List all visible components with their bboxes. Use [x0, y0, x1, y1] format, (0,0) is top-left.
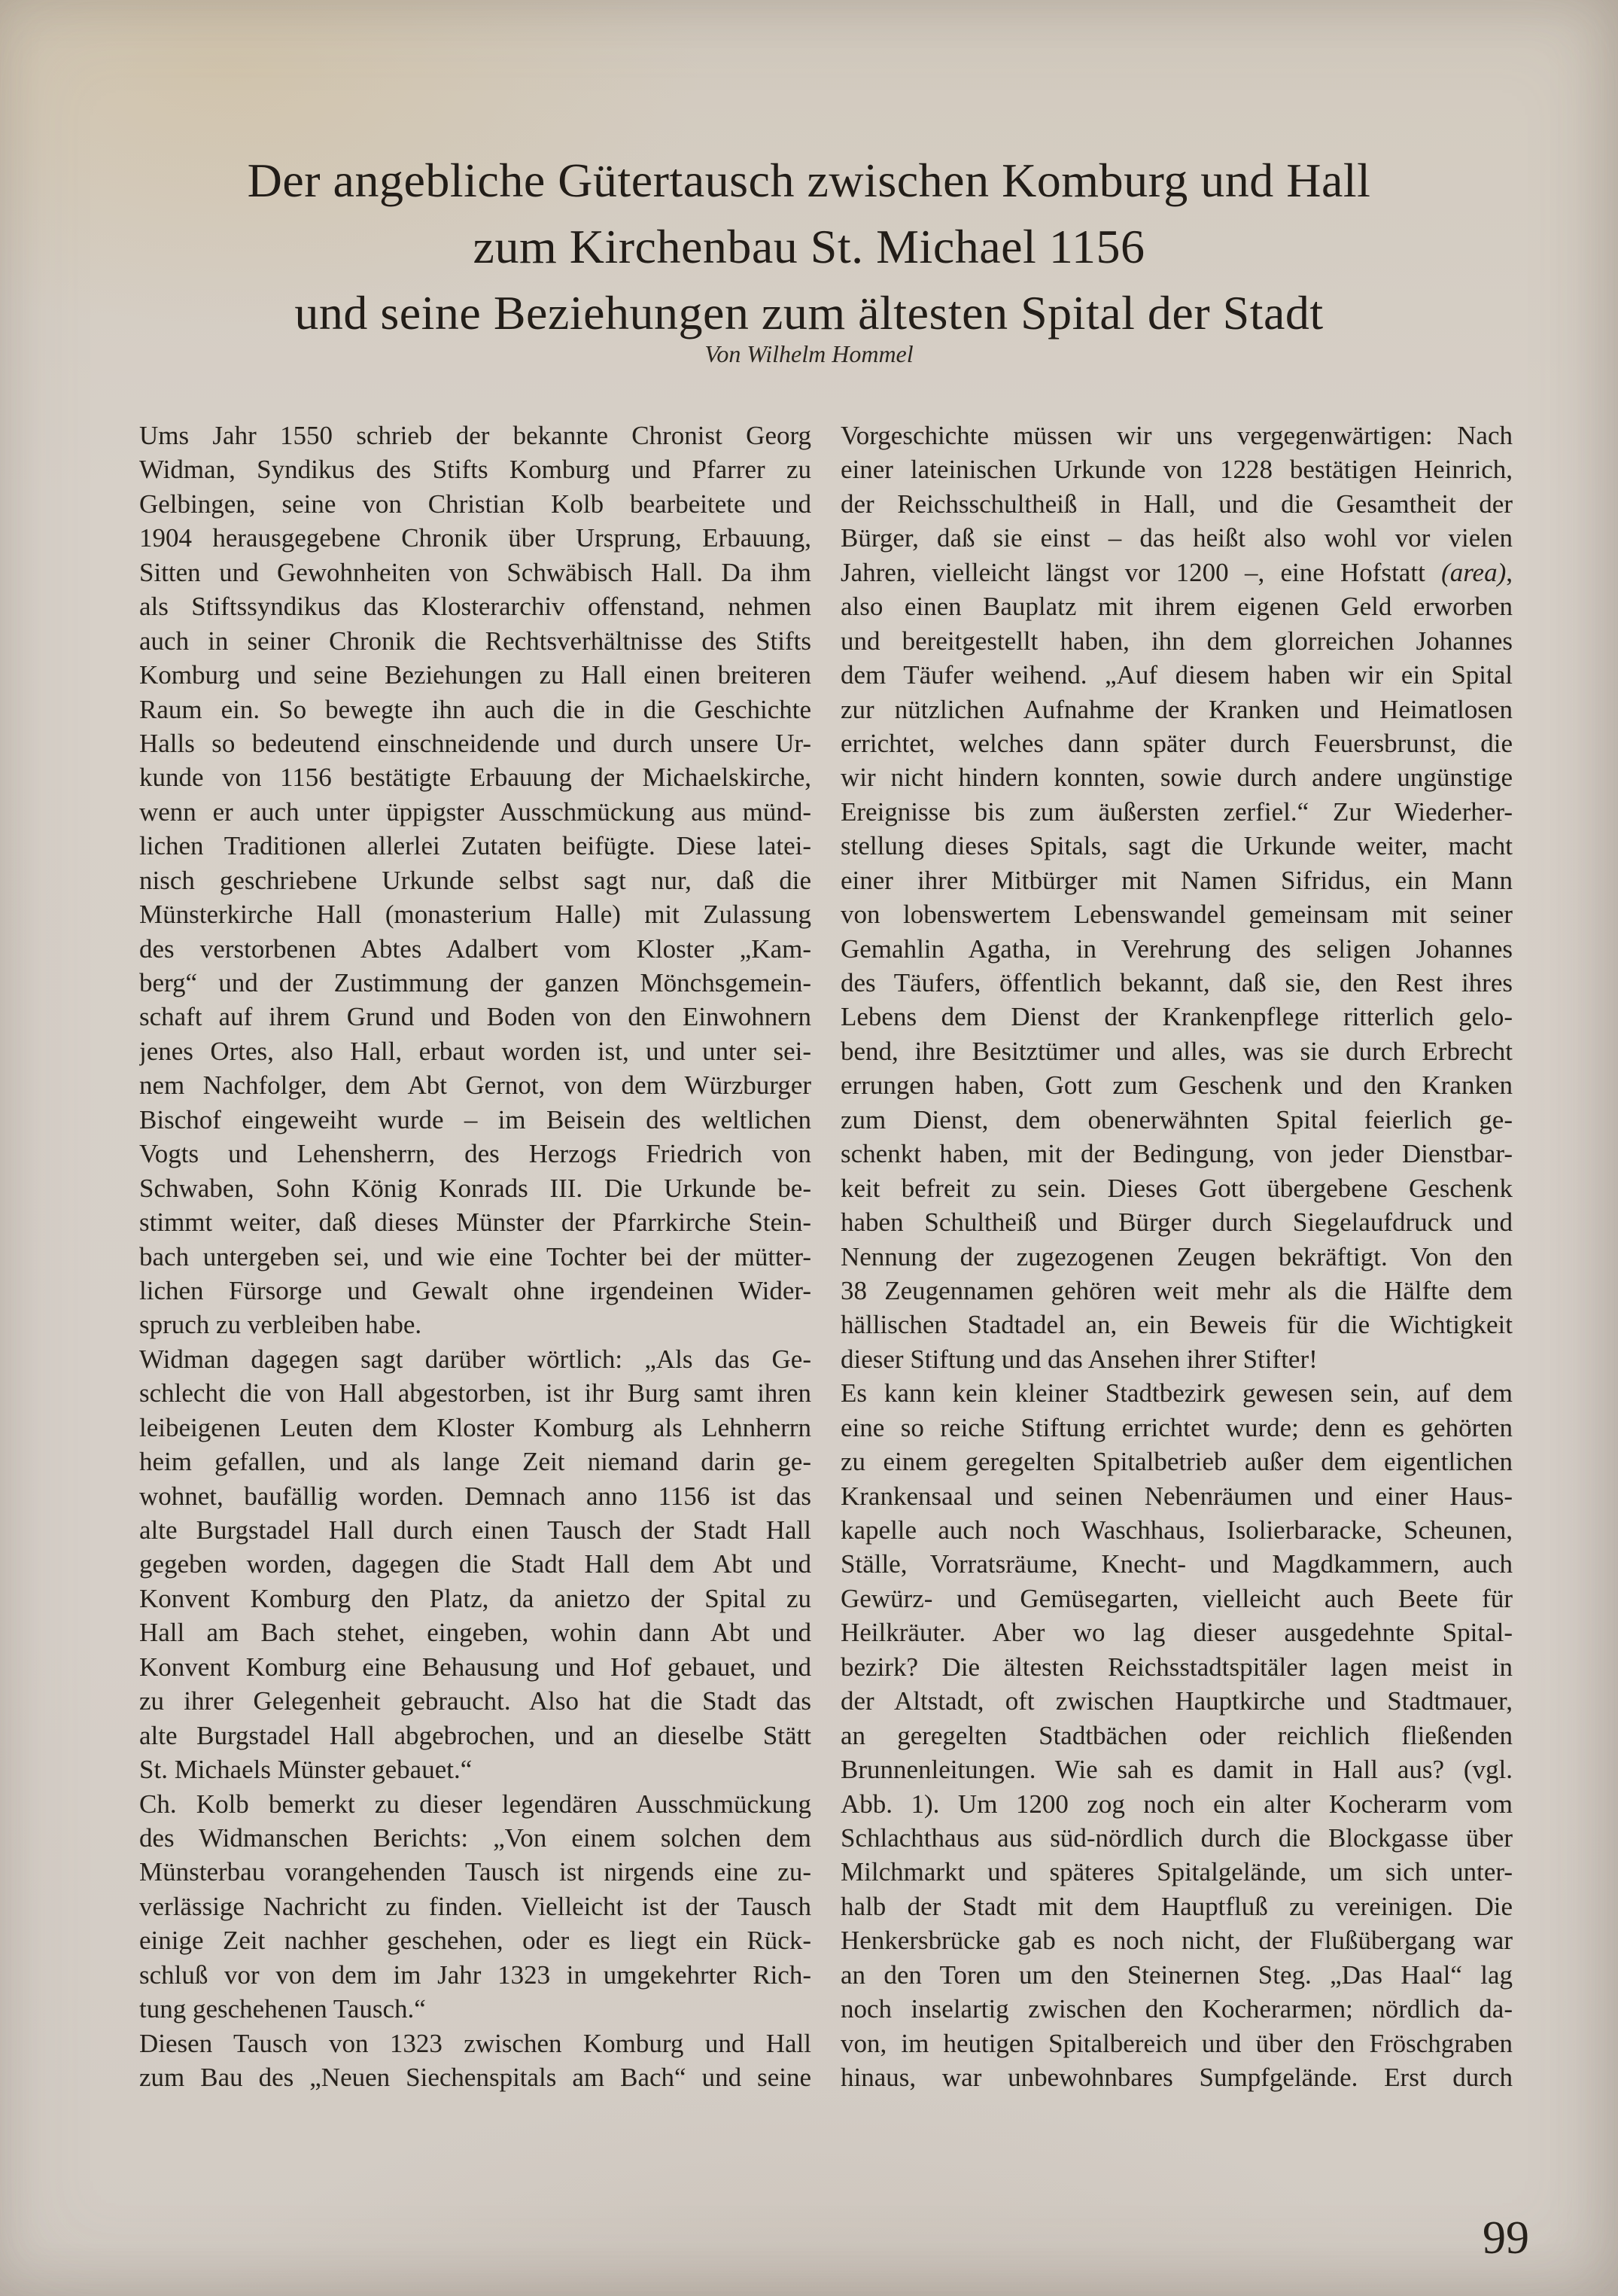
- text-line: der Reichsschultheiß in Hall, und die Gesamtheit der: [841, 489, 1513, 519]
- italic-text: (area): [1441, 557, 1507, 587]
- text-line: verlässige Nachricht zu finden. Vielleicht ist der Tausch: [139, 1891, 811, 1921]
- text-line: an geregelten Stadtbächen oder reichlich fließenden: [841, 1720, 1513, 1750]
- text-line: Münsterbau vorangehenden Tausch ist nirgends eine zu-: [139, 1857, 811, 1887]
- text-line: Gemahlin Agatha, in Verehrung des seligen Johannes: [841, 933, 1513, 964]
- text-line: zum Bau des „Neuen Siechenspitals am Bach“ und seine: [139, 2063, 811, 2092]
- text-line: Henkersbrücke gab es noch nicht, der Flußübergang war: [841, 1926, 1513, 1956]
- text-line: hällischen Stadtadel an, ein Beweis für die Wichtigkeit: [841, 1310, 1513, 1340]
- text-line: Krankensaal und seinen Nebenräumen und einer Haus-: [841, 1481, 1513, 1511]
- text-line: Bürger, daß sie einst – das heißt also wohl vor vielen: [841, 523, 1513, 553]
- text-line: und bereitgestellt haben, ihn dem glorreichen Johannes: [841, 626, 1513, 656]
- text-line: wir nicht hindern konnten, sowie durch andere ungünstige: [841, 763, 1513, 793]
- text-line: bend, ihre Besitztümer und alles, was sie durch Erbrecht: [841, 1036, 1513, 1066]
- text-line: Widman, Syndikus des Stifts Komburg und Pfarrer zu: [139, 455, 811, 485]
- text-line: Raum ein. So bewegte ihn auch die in die Geschichte: [139, 694, 811, 724]
- text-line: des Widmanschen Berichts: „Von einem solchen dem: [139, 1822, 811, 1853]
- text-line: [841, 556, 1513, 589]
- text-line: nisch geschriebene Urkunde selbst sagt nur, daß die: [139, 865, 811, 895]
- text-line: 1904 herausgegebene Chronik über Ursprung, Erbauung,: [139, 523, 811, 553]
- text-line: zu einem geregelten Spitalbetrieb außer dem eigentlichen: [841, 1447, 1513, 1477]
- text-line: Heilkräuter. Aber wo lag dieser ausgedehnte Spital-: [841, 1618, 1513, 1648]
- plain-text: Jahren, vielleicht längst vor 1200 –, eine Hofstatt: [841, 557, 1442, 587]
- text-line: St. Michaels Münster gebauet.“: [139, 1755, 473, 1785]
- text-line: leibeigenen Leuten dem Kloster Komburg als Lehnherrn: [139, 1412, 811, 1442]
- text-line: stimmt weiter, daß dieses Münster der Pfarrkirche Stein-: [139, 1207, 811, 1238]
- text-line: Schlachthaus aus süd-nördlich durch die Blockgasse über: [841, 1822, 1513, 1853]
- text-line: gegeben worden, dagegen die Stadt Hall dem Abt und: [139, 1549, 811, 1579]
- text-line: halb der Stadt mit dem Hauptfluß zu vereinigen. Die: [841, 1891, 1513, 1921]
- text-line: von, im heutigen Spitalbereich und über den Fröschgraben: [841, 2028, 1513, 2058]
- text-columns: [139, 419, 1513, 2094]
- text-line: Vorgeschichte müssen wir uns vergegenwärtigen: Nach: [841, 421, 1513, 450]
- text-line: Bischof eingeweiht wurde – im Beisein des weltlichen: [139, 1104, 811, 1134]
- text-line: alte Burgstadel Hall durch einen Tausch der Stadt Hall: [139, 1515, 811, 1545]
- text-line: stellung dieses Spitals, sagt die Urkunde weiter, macht: [841, 831, 1513, 861]
- text-line: haben Schultheiß und Bürger durch Siegelaufdruck und: [841, 1207, 1513, 1238]
- text-line: zur nützlichen Aufnahme der Kranken und Heimatlosen: [841, 694, 1513, 724]
- text-line: Abb. 1). Um 1200 zog noch ein alter Kocherarm vom: [841, 1789, 1513, 1819]
- text-line: 38 Zeugennamen gehören weit mehr als die Hälfte dem: [841, 1275, 1513, 1305]
- column-right: [841, 419, 1513, 2094]
- text-line: als Stiftssyndikus das Klosterarchiv offenstand, nehmen: [139, 592, 811, 622]
- text-line: dem Täufer weihend. „Auf diesem haben wir ein Spital: [841, 660, 1513, 690]
- text-line: noch inselartig zwischen den Kocherarmen; nördlich da-: [841, 1994, 1513, 2024]
- text-line: alte Burgstadel Hall abgebrochen, und an dieselbe Stätt: [139, 1720, 811, 1750]
- text-line: zum Dienst, dem obenerwähnten Spital feierlich ge-: [841, 1104, 1513, 1134]
- text-line: Hall am Bach stehet, eingeben, wohin dann Abt und: [139, 1618, 811, 1648]
- page-number: 99: [1483, 2212, 1529, 2264]
- plain-text: ,: [1506, 557, 1513, 587]
- text-line: zu ihrer Gelegenheit gebraucht. Also hat die Stadt das: [139, 1686, 811, 1716]
- text-line: Konvent Komburg eine Behausung und Hof gebauet, und: [139, 1652, 811, 1682]
- text-line: des Täufers, öffentlich bekannt, daß sie, den Rest ihres: [841, 968, 1513, 997]
- text-line: Nennung der zugezogenen Zeugen bekräftigt. Von den: [841, 1241, 1513, 1271]
- text-line: hinaus, war unbewohnbares Sumpfgelände. Erst durch: [841, 2063, 1513, 2092]
- text-line: Ställe, Vorratsräume, Knecht- und Magdkammern, auch: [841, 1549, 1513, 1579]
- text-line: dieser Stiftung und das Ansehen ihrer Stifter!: [841, 1344, 1318, 1374]
- text-line: bach untergeben sei, und wie eine Tochter bei der mütter-: [139, 1241, 811, 1271]
- title-line-1: Der angebliche Gütertausch zwischen Komburg und Hall: [247, 154, 1371, 207]
- text-line: auch in seiner Chronik die Rechtsverhältnisse des Stifts: [139, 626, 811, 656]
- text-line: kapelle auch noch Waschhaus, Isolierbaracke, Scheunen,: [841, 1515, 1513, 1545]
- text-line: Sitten und Gewohnheiten von Schwäbisch Hall. Da ihm: [139, 557, 811, 587]
- text-line: Vogts und Lehensherrn, des Herzogs Friedrich von: [139, 1139, 811, 1169]
- title-line-3: und seine Beziehungen zum ältesten Spital der Stadt: [294, 286, 1324, 340]
- text-line: nem Nachfolger, dem Abt Gernot, von dem Würzburger: [139, 1070, 811, 1101]
- text-line: schluß vor von dem im Jahr 1323 in umgekehrter Rich-: [139, 1960, 811, 1990]
- text-line: Münsterkirche Hall (monasterium Halle) mit Zulassung: [139, 900, 811, 930]
- text-line: heim gefallen, und als lange Zeit niemand darin ge-: [139, 1447, 811, 1477]
- text-line: tung geschehenen Tausch.“: [139, 1994, 426, 2024]
- text-line: Brunnenleitungen. Wie sah es damit in Hall aus? (vgl.: [841, 1755, 1513, 1785]
- text-line: einer ihrer Mitbürger mit Namen Sifridus, ein Mann: [841, 865, 1513, 895]
- text-line: also einen Bauplatz mit ihrem eigenen Geld erworben: [841, 592, 1513, 622]
- text-line: der Altstadt, oft zwischen Hauptkirche und Stadtmauer,: [841, 1686, 1513, 1716]
- text-line: Komburg und seine Beziehungen zu Hall einen breiteren: [139, 660, 811, 690]
- text-line: lichen Traditionen allerlei Zutaten beifügte. Diese latei-: [139, 831, 811, 861]
- text-line: Widman dagegen sagt darüber wörtlich: „Als das Ge-: [139, 1344, 811, 1374]
- text-line: Ereignisse bis zum äußersten zerfiel.“ Zur Wiederher-: [841, 796, 1513, 827]
- text-line: keit befreit zu sein. Dieses Gott übergebene Geschenk: [841, 1173, 1513, 1203]
- text-line: errichtet, welches dann später durch Feuersbrunst, die: [841, 728, 1513, 758]
- text-line: von lobenswertem Lebenswandel gemeinsam mit seiner: [841, 900, 1513, 930]
- text-line: lichen Fürsorge und Gewalt ohne irgendeinen Wider-: [139, 1275, 811, 1305]
- text-line: Schwaben, Sohn König Konrads III. Die Urkunde be-: [139, 1173, 811, 1203]
- text-line: einige Zeit nachher geschehen, oder es liegt ein Rück-: [139, 1926, 811, 1956]
- text-line: Gelbingen, seine von Christian Kolb bearbeitete und: [139, 489, 811, 519]
- text-line: kunde von 1156 bestätigte Erbauung der Michaelskirche,: [139, 763, 811, 793]
- text-line: berg“ und der Zustimmung der ganzen Mönchsgemein-: [139, 968, 811, 997]
- text-line: spruch zu verbleiben habe.: [139, 1310, 422, 1340]
- column-left: [139, 419, 811, 2094]
- text-line: Es kann kein kleiner Stadtbezirk gewesen sein, auf dem: [841, 1378, 1513, 1408]
- text-line: des verstorbenen Abtes Adalbert vom Kloster „Kam-: [139, 933, 811, 964]
- text-line: Halls so bedeutend einschneidende und durch unsere Ur-: [139, 728, 811, 758]
- text-line: schaft auf ihrem Grund und Boden von den Einwohnern: [139, 1002, 811, 1032]
- text-line: an den Toren um den Steinernen Steg. „Das Haal“ lag: [841, 1960, 1513, 1990]
- text-line: jenes Ortes, also Hall, erbaut worden ist, und unter sei-: [139, 1036, 811, 1066]
- article-title: [0, 148, 1618, 346]
- text-line: schenkt haben, mit der Bedingung, von jeder Dienstbar-: [841, 1139, 1513, 1169]
- text-line: einer lateinischen Urkunde von 1228 bestätigen Heinrich,: [841, 455, 1513, 485]
- text-line: Gewürz- und Gemüsegarten, vielleicht auch Beete für: [841, 1583, 1513, 1613]
- text-line: Ums Jahr 1550 schrieb der bekannte Chronist Georg: [139, 421, 811, 450]
- title-line-2: zum Kirchenbau St. Michael 1156: [473, 220, 1145, 273]
- text-line: errungen haben, Gott zum Geschenk und den Kranken: [841, 1070, 1513, 1101]
- text-line: wohnet, baufällig worden. Demnach anno 1156 ist das: [139, 1481, 811, 1511]
- text-line: schlecht die von Hall abgestorben, ist ihr Burg samt ihren: [139, 1378, 811, 1408]
- text-line: wenn er auch unter üppigster Ausschmückung aus münd-: [139, 796, 811, 827]
- text-line: Lebens dem Dienst der Krankenpflege ritterlich gelo-: [841, 1002, 1513, 1032]
- text-line: Diesen Tausch von 1323 zwischen Komburg und Hall: [139, 2028, 811, 2058]
- text-line: Konvent Komburg den Platz, da anietzo der Spital zu: [139, 1583, 811, 1613]
- text-line: eine so reiche Stiftung errichtet wurde; denn es gehörten: [841, 1412, 1513, 1442]
- byline: Von Wilhelm Hommel: [704, 340, 914, 367]
- text-line: Ch. Kolb bemerkt zu dieser legendären Ausschmückung: [139, 1789, 811, 1819]
- text-line: Milchmarkt und späteres Spitalgelände, um sich unter-: [841, 1857, 1513, 1887]
- text-line: bezirk? Die ältesten Reichsstadtspitäler lagen meist in: [841, 1652, 1513, 1682]
